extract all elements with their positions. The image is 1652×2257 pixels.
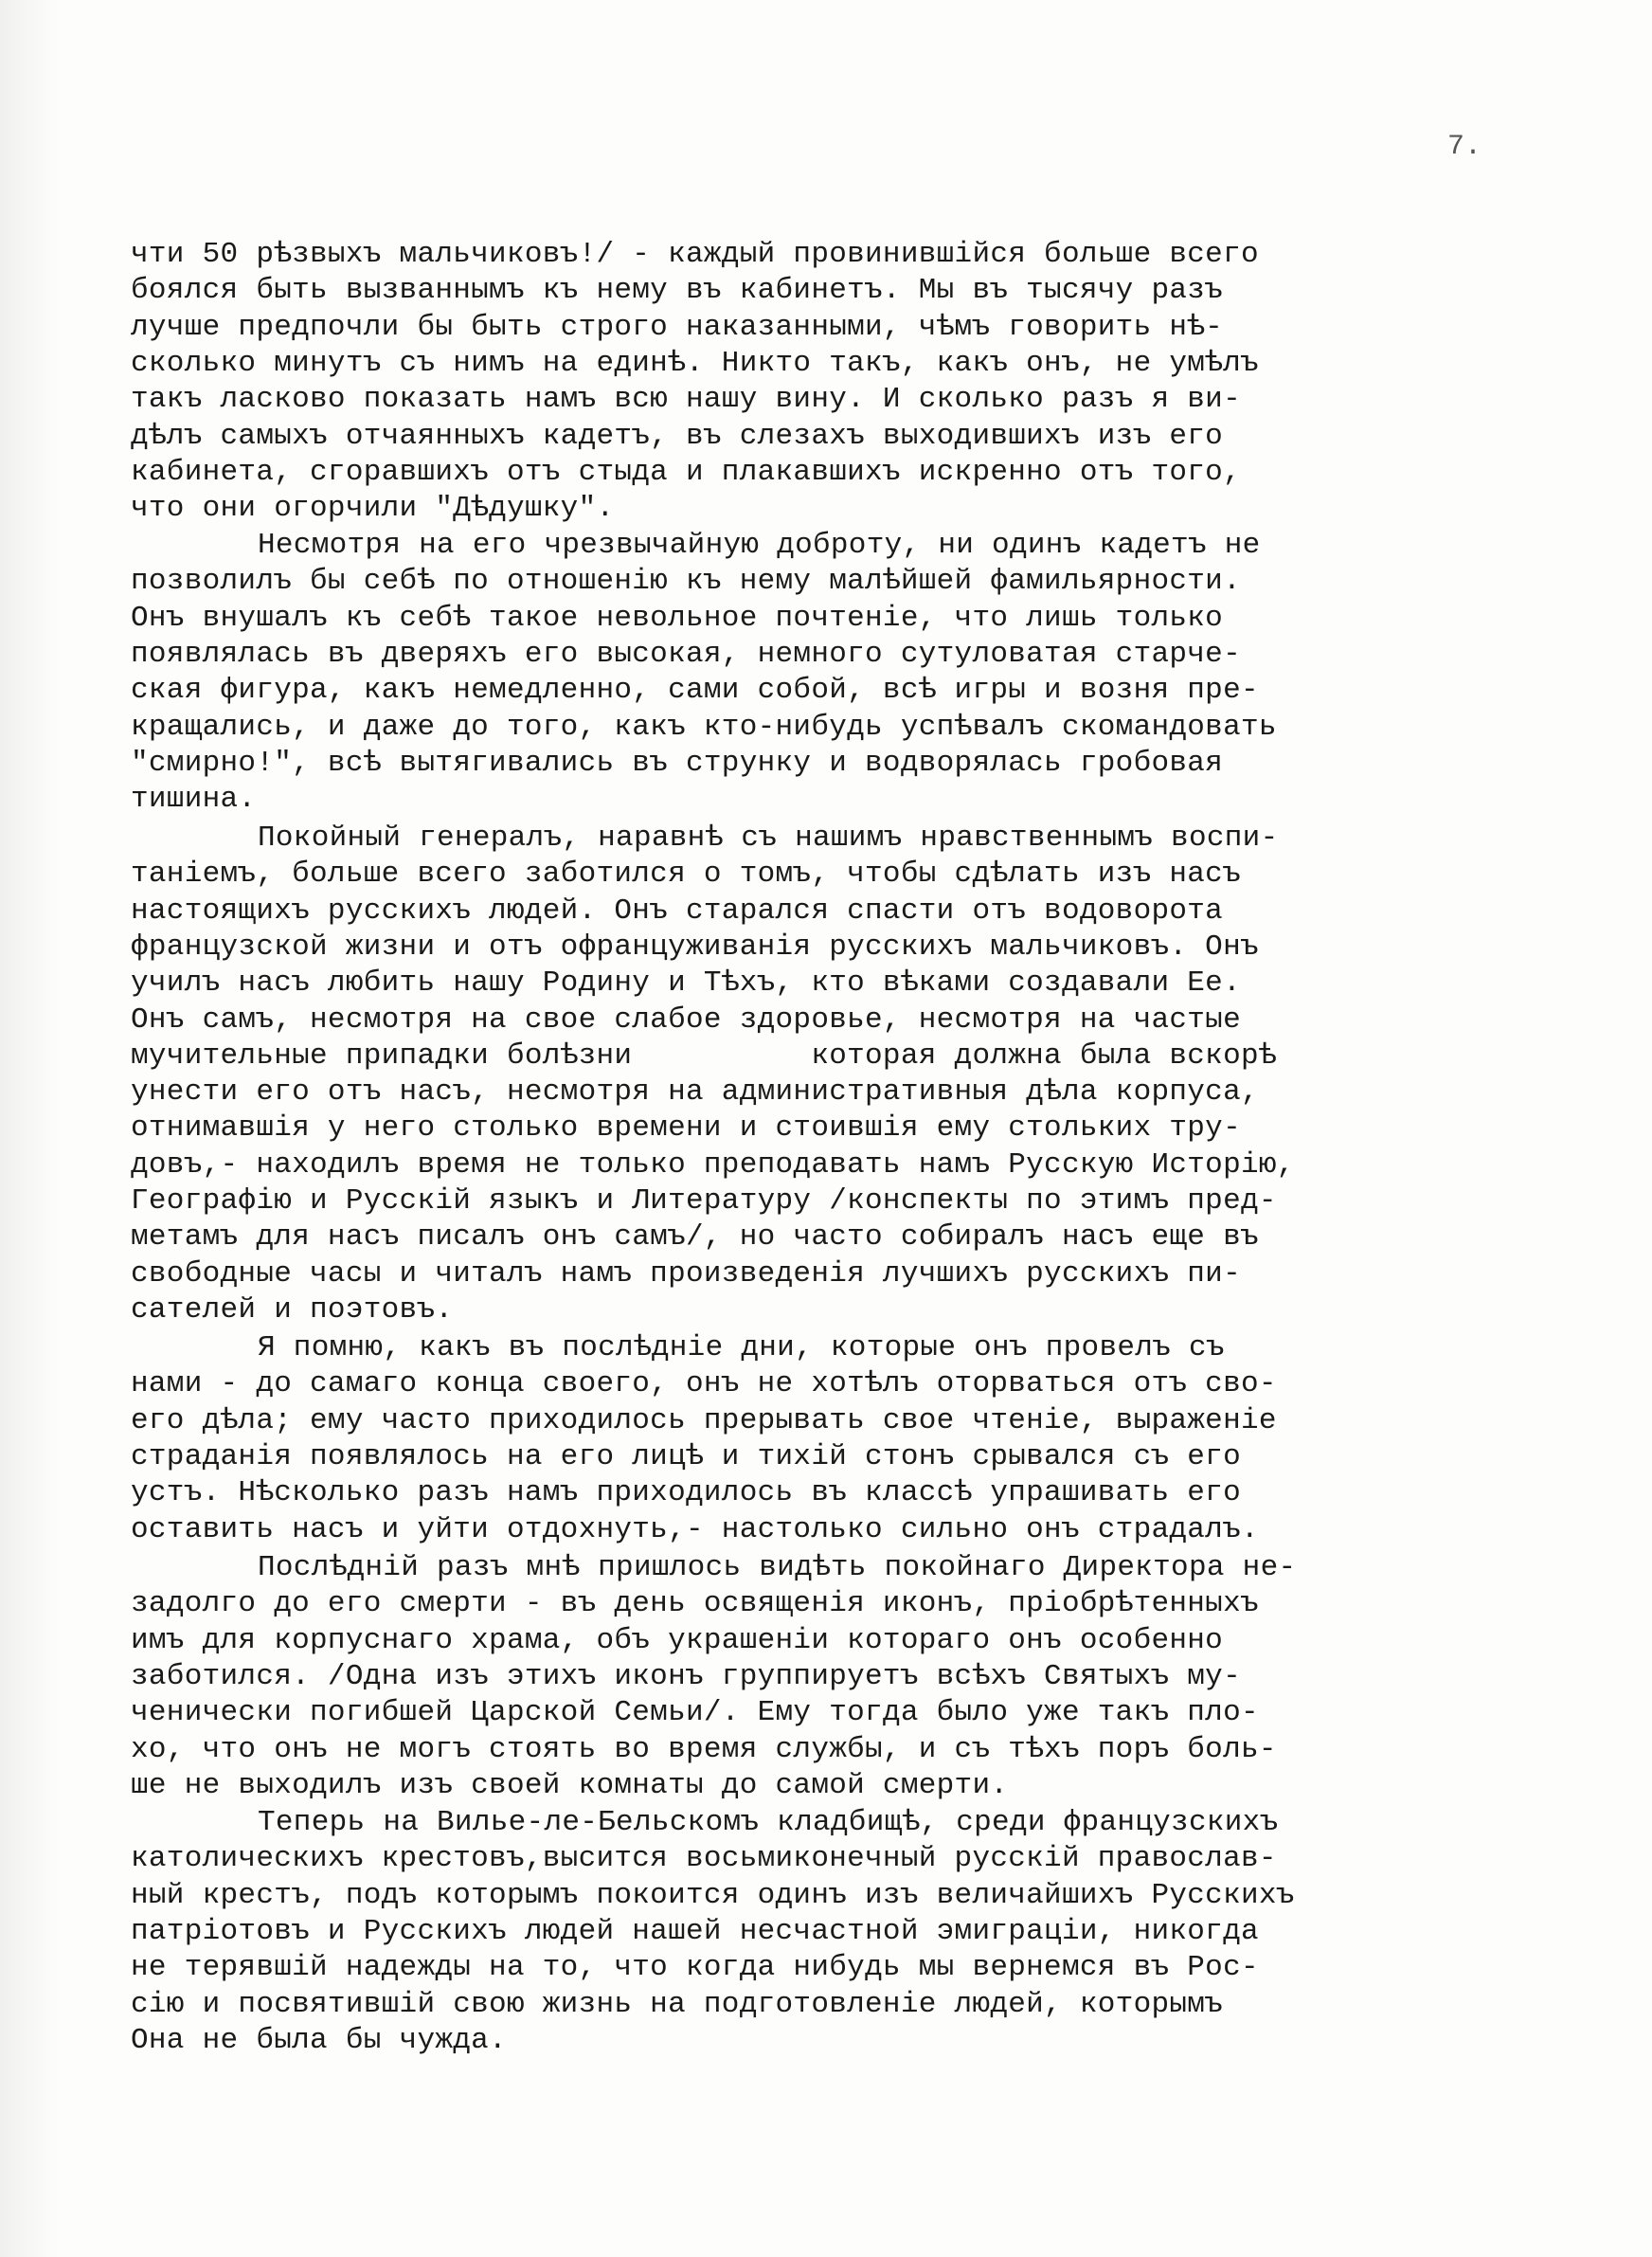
text-line: унести его отъ насъ, несмотря на административныя дѣла корпуса,	[131, 1075, 1259, 1110]
text-line: Она не была бы чужда.	[131, 2023, 507, 2057]
text-line: Теперь на Вилье-ле-Бельскомъ кладбищѣ, среди французскихъ	[258, 1806, 1279, 1839]
text-line: сколько минутъ съ нимъ на единѣ. Никто такъ, какъ онъ, не умѣлъ	[131, 346, 1259, 380]
text-line: настоящихъ русскихъ людей. Онъ старался спасти отъ водоворота	[131, 894, 1224, 928]
text-line: Онъ самъ, несмотря на свое слабое здоровье, несмотря на частые	[131, 1002, 1241, 1037]
text-line: кращались, и даже до того, какъ кто-нибудь успѣвалъ скомандовать	[131, 710, 1277, 744]
text-line: его дѣла; ему часто приходилось прерывать свое чтеніе, выраженіе	[131, 1403, 1277, 1437]
text-line: ный крестъ, подъ которымъ покоится одинъ изъ величайшихъ Русскихъ	[131, 1878, 1295, 1912]
scan-edge-shadow	[0, 0, 59, 2257]
text-line: что они огорчили "Дѣдушку".	[131, 492, 615, 526]
text-line: появлялась въ дверяхъ его высокая, немного сутуловатая старче-	[131, 637, 1241, 671]
text-line: заботился. /Одна изъ этихъ иконъ группируетъ всѣхъ Святыхъ му-	[131, 1659, 1241, 1693]
text-line: Онъ внушалъ къ себѣ такое невольное почтеніе, что лишь только	[131, 601, 1224, 635]
text-line: довъ,- находилъ время не только преподавать намъ Русскую Исторію,	[131, 1147, 1295, 1182]
text-line: такъ ласково показать намъ всю нашу вину. И сколько разъ я ви-	[131, 383, 1241, 417]
text-line: ше не выходилъ изъ своей комнаты до самой смерти.	[131, 1768, 1009, 1802]
text-line: Несмотря на его чрезвычайную доброту, ни одинъ кадетъ не	[258, 529, 1261, 562]
page-number: 7.	[1447, 131, 1482, 163]
text-line: патріотовъ и Русскихъ людей нашей несчастной эмиграціи, никогда	[131, 1914, 1259, 1948]
text-line: нами - до самаго конца своего, онъ не хотѣлъ оторваться отъ сво-	[131, 1367, 1277, 1401]
text-line: Я помню, какъ въ послѣдніе дни, которые онъ провелъ съ	[258, 1331, 1225, 1364]
text-line: тишина.	[131, 783, 257, 817]
text-line: страданія появлялось на его лицѣ и тихій стонъ срывался съ его	[131, 1439, 1241, 1473]
text-line: не терявшій надежды на то, что когда нибудь мы вернемся въ Рос-	[131, 1951, 1259, 1985]
text-line: сію и посвятившій свою жизнь на подготовленіе людей, которымъ	[131, 1987, 1224, 2021]
text-line: ченически погибшей Царской Семьи/. Ему тогда было уже такъ пло-	[131, 1696, 1259, 1730]
text-line: Послѣдній разъ мнѣ пришлось видѣть покойнаго Директора не-	[258, 1551, 1297, 1584]
text-line: хо, что онъ не могъ стоять во время службы, и съ тѣхъ поръ боль-	[131, 1732, 1277, 1766]
text-line: католическихъ крестовъ,высится восьмиконечный русскій православ-	[131, 1842, 1277, 1876]
text-line: метамъ для насъ писалъ онъ самъ/, но часто собиралъ насъ еще въ	[131, 1220, 1259, 1255]
text-line: Покойный генералъ, наравнѣ съ нашимъ нравственнымъ воспи-	[258, 822, 1279, 855]
text-line: дѣлъ самыхъ отчаянныхъ кадетъ, въ слезахъ выходившихъ изъ его	[131, 419, 1224, 453]
text-line: задолго до его смерти - въ день освященія иконъ, пріобрѣтенныхъ	[131, 1587, 1259, 1621]
text-line: имъ для корпуснаго храма, объ украшеніи котораго онъ особенно	[131, 1623, 1224, 1657]
text-line: лучше предпочли бы быть строго наказанными, чѣмъ говорить нѣ-	[131, 310, 1224, 344]
text-line: таніемъ, больше всего заботился о томъ, чтобы сдѣлать изъ насъ	[131, 858, 1241, 892]
text-line: кабинета, сгоравшихъ отъ стыда и плакавшихъ искренно отъ того,	[131, 455, 1241, 489]
text-line: Географію и Русскій языкъ и Литературу /конспекты по этимъ пред-	[131, 1184, 1277, 1218]
text-line: свободные часы и читалъ намъ произведенія лучшихъ русскихъ пи-	[131, 1256, 1241, 1291]
text-line: боялся быть вызваннымъ къ нему въ кабинетъ. Мы въ тысячу разъ	[131, 274, 1224, 308]
text-line: французской жизни и отъ офранцуживанія русскихъ мальчиковъ. Онъ	[131, 930, 1259, 964]
text-line: оставить насъ и уйти отдохнуть,- настолько сильно онъ страдалъ.	[131, 1512, 1259, 1546]
text-line: сателей и поэтовъ.	[131, 1292, 454, 1327]
text-line: училъ насъ любить нашу Родину и Тѣхъ, кто вѣками создавали Ее.	[131, 966, 1241, 1001]
text-line: устъ. Нѣсколько разъ намъ приходилось въ классѣ упрашивать его	[131, 1476, 1241, 1510]
text-line: отнимавшія у него столько времени и стоившія ему стольких тру-	[131, 1111, 1241, 1146]
text-line: чти 50 рѣзвыхъ мальчиковъ!/ - каждый провинившійся больше всего	[131, 238, 1259, 271]
text-line: ская фигура, какъ немедленно, сами собой, всѣ игры и возня пре-	[131, 674, 1259, 708]
text-line: позволилъ бы себѣ по отношенію къ нему малѣйшей фамильярности.	[131, 565, 1241, 599]
text-line: "смирно!", всѣ вытягивались въ струнку и водворялась гробовая	[131, 746, 1224, 780]
text-line: мучительные припадки болѣзни которая должна была вскорѣ	[131, 1038, 1277, 1073]
